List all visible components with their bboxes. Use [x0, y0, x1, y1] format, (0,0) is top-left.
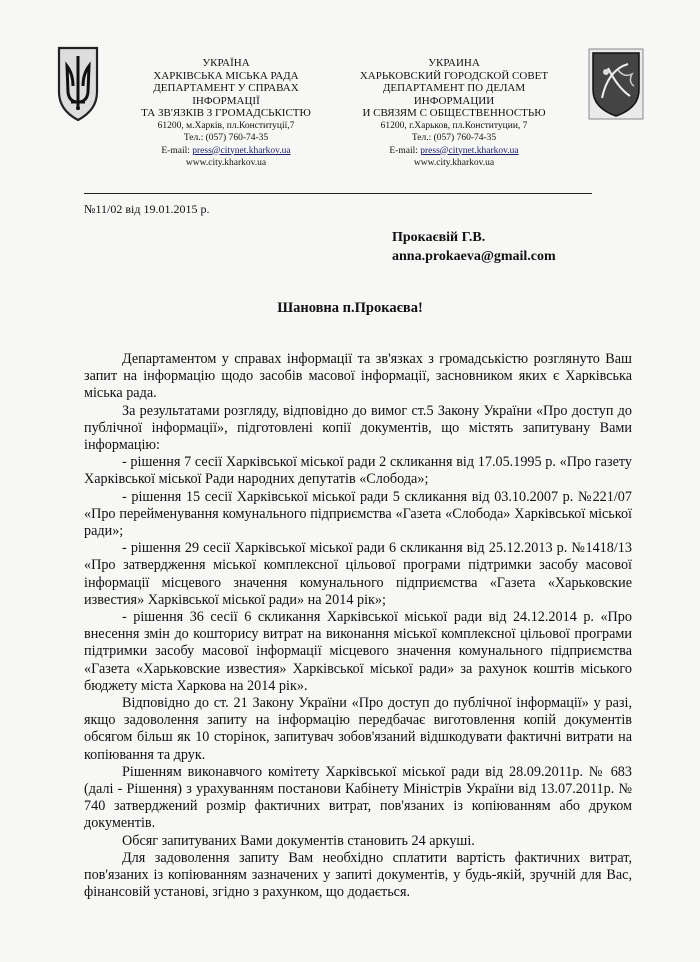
header-ua-phone: Тел.: (057) 760-74-35 [183, 133, 269, 143]
header-ru-line1: УКРАИНА [428, 57, 480, 69]
header-ua-line3: ДЕПАРТАМЕНТ У СПРАВАХ [153, 82, 299, 94]
header-ru-address: 61200, г.Харьков, пл.Конституции, 7 [380, 120, 528, 131]
header-ru-line2: ХАРЬКОВСКИЙ ГОРОДСКОЙ СОВЕТ [359, 69, 549, 82]
document-number: №11/02 від 19.01.2015 р. [84, 202, 210, 216]
header-ua-line4: ІНФОРМАЦІЇ [192, 94, 260, 107]
header-ua-email-link[interactable]: press@citynet.kharkov.ua [192, 145, 291, 156]
body-paragraph-volume: Обсяг запитуваних Вами документів становить 24 аркуші. [122, 832, 475, 849]
header-ru-email-label: E-mail: [389, 145, 421, 156]
header-ua-line2: ХАРКІВСЬКА МІСЬКА РАДА [153, 69, 299, 82]
header-ua-line5: ТА ЗВ'ЯЗКІВ З ГРОМАДСЬКІСТЮ [141, 107, 311, 119]
header-ru-web: www.city.kharkov.ua [413, 158, 495, 168]
header-ru-phone: Тел.: (057) 760-74-35 [411, 133, 497, 143]
header-ru-email-link[interactable]: press@citynet.kharkov.ua [420, 145, 519, 156]
kharkiv-city-emblem-icon [588, 48, 644, 120]
body-paragraph-1: Департаментом у справах інформації та зв'язках з громадськістю розглянуто Ваш запит на інформацію щодо засобів масової інформації, засновником яких є Харківська міська рада. [84, 351, 632, 402]
header-russian [338, 57, 570, 170]
list-item-decision-2013: - рішення 29 сесії Харківської міської ради 6 скликання від 25.12.2013 р. №1418/13 «Про затвердження міської комплексної цільової програми підтримки засобу масової інформації місцевого значення комунального підприємства «Газета «Харьковские известия» Харківської міської ради» на 2014 рік»; [84, 540, 632, 608]
header-ua-email-line [132, 145, 320, 158]
recipient-name: Прокаєвій Г.В. [392, 230, 486, 245]
header-ukrainian [132, 57, 320, 170]
header-ua-email-label: E-mail: [161, 145, 193, 156]
list-item-decision-2014: - рішення 36 сесії 6 скликання Харківської міської ради від 24.12.2014 р. «Про внесення змін до кошторису витрат на виконання міської комплексної цільової програми підтримки засобу масової інформації місцевого значення комунального підприємства «Газета «Харьковские известия» Харківської міської ради» за рахунок коштів міського бюджету міста Харкова на 2014 рік». [84, 609, 632, 694]
list-item-decision-2007: - рішення 15 сесії Харківської міської ради 5 скликання від 03.10.2007 р. №221/07 «Про перейменування комунального підприємства «Газета «Слобода» Харківської міської ради»; [84, 488, 632, 540]
letter-body [84, 351, 632, 902]
body-paragraph-2: За результатами розгляду, відповідно до вимог ст.5 Закону України «Про доступ до публічної інформації», підготовлені копії документів, що містять запитувану Вами інформацію: [84, 402, 632, 454]
body-paragraph-article-21: Відповідно до ст. 21 Закону України «Про доступ до публічної інформації» у разі, якщо задоволення запиту на інформацію передбачає виготовлення копій документів обсягом більш як 10 сторінок, запитувач зобов'язаний відшкодувати фактичні витрати на копіювання та друк. [84, 695, 632, 763]
coat-of-arms-ukraine-icon [55, 44, 101, 124]
header-ru-email-line [338, 145, 570, 158]
body-paragraph-executive-decision: Рішенням виконавчого комітету Харківської міської ради від 28.09.2011р. № 683 (далі - Рішення) з урахуванням постанови Кабінету Міністрів України від 13.07.2011р. № 740 затверджений розмір фактичних витрат, пов'язаних із копіюванням або друком документів. [84, 763, 632, 832]
body-paragraph-payment: Для задоволення запиту Вам необхідно сплатити вартість фактичних витрат, пов'язаних із копіюванням зазначених у запиті документів, у будь-якій, зручній для Вас, фінансовій установі, згідно з рахунком, що додається. [84, 849, 632, 901]
header-ua-line1: УКРАЇНА [202, 57, 250, 69]
greeting: Шановна п.Прокаєва! [277, 300, 423, 316]
list-item-decision-1995: - рішення 7 сесії Харківської міської ради 2 скликання від 17.05.1995 р. «Про газету Харківської міської Ради народних депутатів «Слобода»; [84, 454, 632, 488]
header-ua-address: 61200, м.Харків, пл.Конституції,7 [157, 120, 295, 131]
header-ua-web: www.city.kharkov.ua [185, 158, 267, 168]
header-ru-line3: ДЕПАРТАМЕНТ ПО ДЕЛАМ [382, 82, 526, 94]
header-divider [84, 193, 592, 194]
header-ru-line4: ИНФОРМАЦИИ [413, 94, 495, 107]
recipient-block [392, 228, 556, 266]
header-ru-line5: И СВЯЗЯМ С ОБЩЕСТВЕННОСТЬЮ [362, 107, 546, 119]
recipient-email: anna.prokaeva@gmail.com [392, 249, 556, 264]
